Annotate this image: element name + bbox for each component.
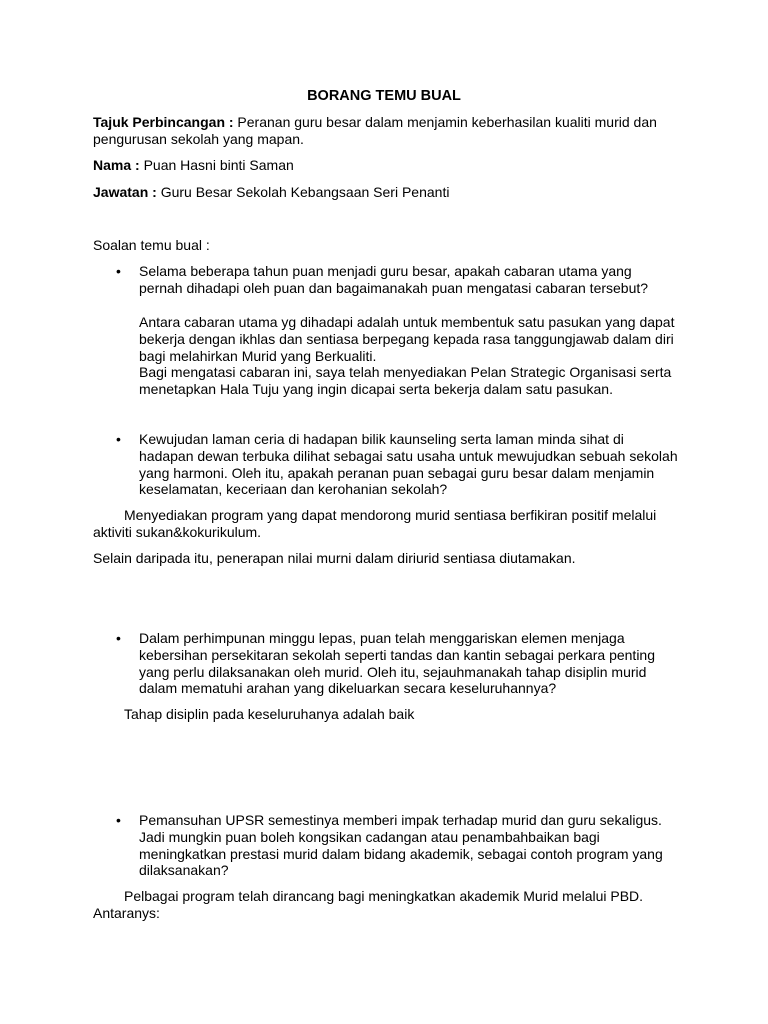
name-value: Puan Hasni binti Saman: [139, 157, 294, 173]
question-1: Selama beberapa tahun puan menjadi guru besar, apakah cabaran utama yang pernah dihadapi oleh puan dan bagaimanakah puan mengatasi cabaran tersebut?: [139, 263, 649, 296]
bullet-4: •: [116, 812, 121, 828]
bullet-3: •: [116, 630, 121, 646]
bullet-2: •: [116, 431, 121, 447]
name-field: [93, 157, 683, 174]
position-value: Guru Besar Sekolah Kebangsaan Seri Penanti: [156, 184, 450, 200]
answer-2-part-1: Menyediakan program yang dapat mendorong murid sentiasa berfikiran positif melalui aktiviti sukan&kokurikulum.: [93, 507, 657, 540]
position-label: Jawatan :: [93, 184, 157, 200]
question-2: Kewujudan laman ceria di hadapan bilik kaunseling serta laman minda sihat di hadapan dewan terbuka dilihat sebagai satu usaha untuk mewujudkan sebuah sekolah yang harmoni. Oleh itu, apakah peranan puan sebagai guru besar dalam menjamin keselamatan, keceriaan dan kerohanian sekolah?: [139, 431, 678, 498]
bullet-1: •: [116, 263, 121, 279]
question-4: Pemansuhan UPSR semestinya memberi impak terhadap murid dan guru sekaligus. Jadi mungkin puan boleh kongsikan cadangan atau penambahbaikan bagi meningkatkan prestasi murid dalam bidang akademik, sebagai contoh program yang dilaksanakan?: [139, 812, 663, 879]
position-field: [93, 184, 683, 201]
answer-2-part-2: Selain daripada itu, penerapan nilai murni dalam diriurid sentiasa diutamakan.: [93, 550, 576, 566]
answer-1-part-1: Antara cabaran utama yg dihadapi adalah untuk membentuk satu pasukan yang dapat bekerja dengan ikhlas dan sentiasa berpegang kepada rasa tanggungjawab dalam diri bagi melahirkan Murid yang Berkualiti.: [139, 314, 675, 364]
topic-label: Tajuk Perbincangan :: [93, 114, 234, 130]
topic-value: Peranan guru besar dalam menjamin keberhasilan kualiti murid dan pengurusan sekolah yang mapan.: [93, 114, 657, 147]
document-title: BORANG TEMU BUAL: [307, 88, 461, 104]
questions-intro: Soalan temu bual :: [93, 237, 210, 253]
answer-1-part-2: Bagi mengatasi cabaran ini, saya telah menyediakan Pelan Strategic Organisasi serta menetapkan Hala Tuju yang ingin dicapai serta bekerja dalam satu pasukan.: [139, 364, 672, 397]
topic-field: [93, 114, 683, 148]
answer-4: Pelbagai program telah dirancang bagi meningkatkan akademik Murid melalui PBD. Antaranys:: [93, 888, 644, 921]
name-label: Nama :: [93, 157, 140, 173]
answer-3: Tahap disiplin pada keseluruhanya adalah baik: [124, 706, 415, 722]
question-3: Dalam perhimpunan minggu lepas, puan telah menggariskan elemen menjaga kebersihan persekitaran sekolah seperti tandas dan kantin sebagai perkara penting yang perlu dilaksanakan oleh murid. Oleh itu, sejauhmanakah tahap disiplin murid dalam mematuhi arahan yang dikeluarkan secara keseluruhannya?: [139, 630, 656, 697]
